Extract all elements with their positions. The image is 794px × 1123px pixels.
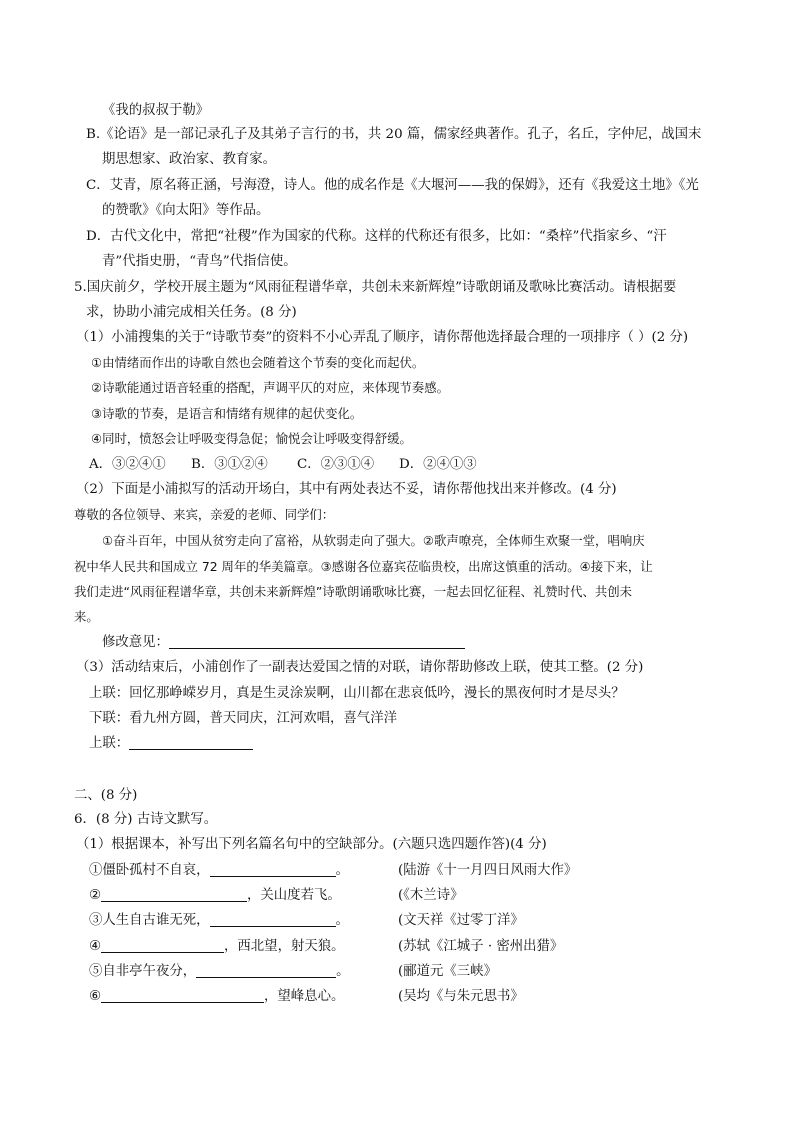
q5-part3-stem: （3）活动结束后，小浦创作了一副表达爱国之情的对联，请你帮助修改上联，使其工整。(2 分): [76, 660, 644, 675]
recitation-item-4-prefix: ④: [89, 939, 102, 954]
recitation-item-1: [89, 861, 349, 881]
section-2-title: 二、(8 分): [74, 788, 138, 803]
q5-part2-greeting: 尊敬的各位领导、来宾，亲爱的老师、同学们：: [74, 507, 335, 522]
q5-part2-speech-line-3: 我们走进“风雨征程谱华章，共创未来新辉煌”诗歌朗诵歌咏比赛，一起去回忆征程、礼赞时代、共创未: [74, 584, 633, 599]
option-d-line-1: D．古代文化中，常把“社稷”作为国家的代称。这样的代称还有很多，比如：“桑梓”代指家乡、“汗: [86, 229, 667, 244]
option-c-line-1: C．艾青，原名蒋正涵，号海澄，诗人。他的成名作是《大堰河——我的保姆》，还有《我爱这土地》《光: [86, 178, 699, 193]
option-c-line-2: 的赞歌》《向太阳》等作品。: [102, 203, 270, 218]
recitation-item-6-source: (吴均《与朱元思书》: [398, 989, 524, 1004]
option-d-line-2: 青”代指史册，“青鸟”代指信使。: [102, 254, 297, 269]
recitation-item-6-suffix: ，望峰息心。: [264, 989, 345, 1004]
recitation-item-6-prefix: ⑥: [89, 989, 102, 1004]
recitation-item-2-suffix: ，关山度若飞。: [247, 888, 341, 903]
q5-part2-revision-label: 修改意见：: [102, 635, 169, 650]
q5-part1-option-c[interactable]: C．②③①④: [297, 457, 375, 472]
option-b-line-1: B.《论语》是一部记录孔子及其弟子言行的书，共 20 篇，儒家经典著作。孔子，名丘，字仲尼，战国末: [86, 127, 702, 142]
q5-part2-stem: （2）下面是小浦拟写的活动开场白，其中有两处表达不妥，请你帮他找出来并修改。(4 分): [76, 482, 617, 497]
q5-part1-option-d[interactable]: D．②④①③: [399, 457, 477, 472]
q5-part3-upper-couplet: 上联：回忆那峥嵘岁月，真是生灵涂炭啊，山川都在悲哀低吟，漫长的黑夜何时才是尽头？: [89, 686, 625, 701]
recitation-item-3-source: (文天祥《过零丁洋》: [398, 913, 524, 928]
q5-part1-sentence-3: ③诗歌的节奏，是语言和情绪有规律的起伏变化。: [91, 406, 363, 421]
recitation-item-1-suffix: 。: [335, 863, 349, 878]
recitation-item-2-prefix: ②: [89, 888, 102, 903]
q5-part3-answer-label: 上联：: [89, 736, 130, 751]
recitation-item-3-prefix: ③人生自古谁无死，: [89, 913, 210, 928]
recitation-item-6-blank[interactable]: [101, 988, 264, 1003]
recitation-item-3-blank[interactable]: [210, 912, 336, 927]
q5-part2-revision-blank[interactable]: [169, 634, 465, 649]
recitation-item-2-source: (《木兰诗》: [398, 888, 464, 903]
recitation-item-1-source: (陆游《十一月四日风雨大作》: [398, 863, 578, 878]
question-6-stem: 6．(8 分) 古诗文默写。: [74, 812, 218, 827]
q5-part3-lower-couplet: 下联：看九州方圆，普天同庆，江河欢唱，喜气洋洋: [89, 711, 397, 726]
recitation-item-2-blank[interactable]: [101, 887, 247, 902]
option-b-line-2: 期思想家、政治家、教育家。: [102, 152, 277, 167]
q5-part3-answer-blank[interactable]: [129, 735, 253, 750]
recitation-item-3-suffix: 。: [335, 913, 349, 928]
recitation-item-4-blank[interactable]: [101, 938, 224, 953]
recitation-item-4-source: (苏轼《江城子 · 密州出猎》: [398, 939, 564, 954]
q5-part2-revision-row: [102, 633, 465, 653]
recitation-item-5-prefix: ⑤自非亭午夜分，: [89, 964, 197, 979]
q5-part1-sentence-1: ①由情绪而作出的诗歌自然也会随着这个节奏的变化而起伏。: [91, 355, 425, 370]
question-5-stem-1: 5.国庆前夕，学校开展主题为“风雨征程谱华章，共创未来新辉煌”诗歌朗诵及歌咏比赛活动。请根据要: [74, 280, 677, 295]
q5-part1-sentence-2: ②诗歌能通过语音轻重的搭配，声调平仄的对应，来体现节奏感。: [91, 380, 450, 395]
q5-part2-speech-line-2: 祝中华人民共和国成立 72 周年的华美篇章。③感谢各位嘉宾莅临贵校，出席这慎重的活动。④接下来，让: [74, 559, 653, 574]
recitation-item-6: [89, 987, 344, 1007]
recitation-item-4: [89, 937, 345, 957]
q5-part3-answer-row: [89, 734, 253, 754]
recitation-item-5: [89, 962, 350, 982]
recitation-item-2: [89, 886, 341, 906]
question-5-stem-2: 求，协助小浦完成相关任务。(8 分): [86, 305, 297, 320]
recitation-item-5-suffix: 。: [336, 964, 350, 979]
q5-part1-sentence-4: ④同时，愤怒会让呼吸变得急促；愉悦会让呼吸变得舒缓。: [91, 431, 412, 446]
q5-part1-option-b[interactable]: B．③①②④: [191, 457, 268, 472]
option-a-continuation: 《我的叔叔于勒》: [102, 103, 210, 118]
q5-part1-option-a[interactable]: A．③②④①: [89, 457, 166, 472]
recitation-item-5-source: (郦道元《三峡》: [398, 964, 497, 979]
recitation-item-1-blank[interactable]: [210, 862, 336, 877]
recitation-item-5-blank[interactable]: [196, 963, 336, 978]
recitation-item-4-suffix: ，西北望，射天狼。: [224, 939, 345, 954]
recitation-item-1-prefix: ①僵卧孤村不自哀，: [89, 863, 210, 878]
recitation-item-3: [89, 911, 349, 931]
q5-part1-stem: （1）小浦搜集的关于“诗歌节奏”的资料不小心弄乱了顺序，请你帮他选择最合理的一项排序（ ）(2 分): [76, 330, 689, 345]
q6-part1-stem: （1）根据课本，补写出下列名篇名句中的空缺部分。(六题只选四题作答)(4 分): [76, 837, 547, 852]
q5-part2-speech-line-1: ①奋斗百年，中国从贫穷走向了富裕，从软弱走向了强大。②歌声嘹亮，全体师生欢聚一堂，唱响庆: [102, 533, 645, 548]
q5-part2-speech-line-4: 来。: [74, 609, 99, 624]
